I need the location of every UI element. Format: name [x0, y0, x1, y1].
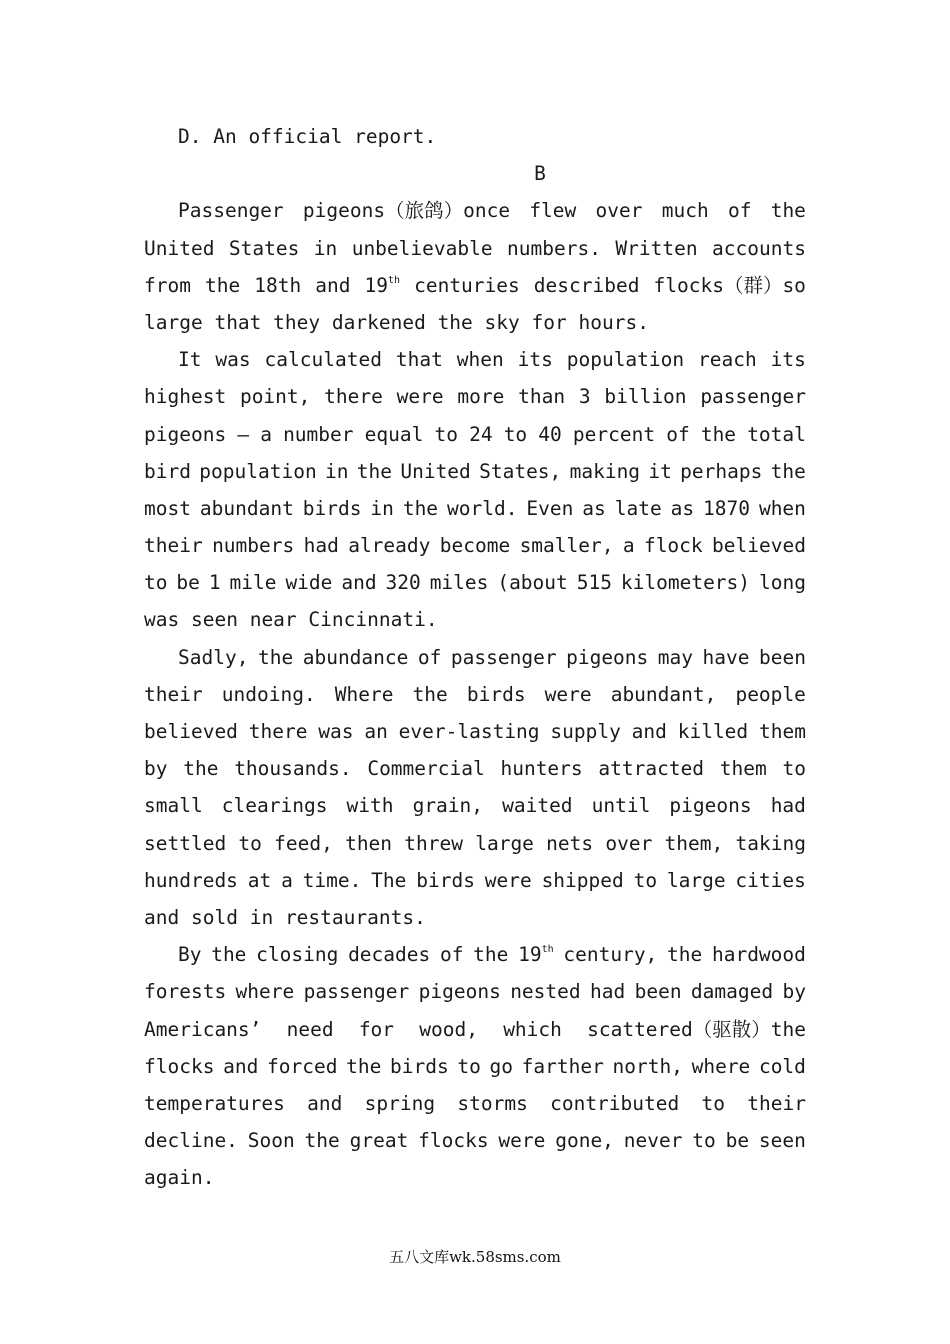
text-line: by the thousands. Commercial hunters attracted them to: [144, 757, 806, 781]
footer-watermark: 五八文库wk.58sms.com: [389, 1248, 561, 1266]
text-line: Americans’ need for wood, which scattered（驱散）the: [144, 1017, 806, 1041]
option-d: D. An official report.: [178, 125, 437, 148]
text-line: It was calculated that when its population reach its: [178, 348, 806, 372]
paragraph: [144, 936, 806, 1196]
text-line: Sadly, the abundance of passenger pigeons may have been: [178, 645, 806, 669]
text-line: pigeons – a number equal to 24 to 40 percent of the total: [144, 422, 806, 446]
text-line: most abundant birds in the world. Even as late as 1870 when: [144, 496, 806, 520]
text-line: was seen near Cincinnati.: [144, 608, 438, 632]
text-line: small clearings with grain, waited until pigeons had: [144, 794, 806, 818]
text-line: to be 1 mile wide and 320 miles (about 515 kilometers) long: [144, 571, 806, 595]
text-line: flocks and forced the birds to go farther north, where cold: [144, 1054, 806, 1078]
text-line: United States in unbelievable numbers. Written accounts: [144, 236, 806, 260]
text-line: bird population in the United States, making it perhaps the: [144, 459, 806, 483]
text-line: decline. Soon the great flocks were gone, never to be seen: [144, 1129, 806, 1153]
paragraph: [144, 639, 806, 937]
text-line: and sold in restaurants.: [144, 905, 426, 929]
text-line: their numbers had already become smaller, a flock believed: [144, 534, 806, 558]
text-line: Passenger pigeons（旅鸽）once flew over much of the: [178, 199, 806, 223]
text-line: forests where passenger pigeons nested had been damaged by: [144, 980, 806, 1004]
text-line: large that they darkened the sky for hours.: [144, 310, 649, 334]
text-line: highest point, there were more than 3 billion passenger: [144, 385, 806, 409]
text-line: hundreds at a time. The birds were shipped to large cities: [144, 868, 806, 892]
section-label: B: [534, 162, 546, 186]
text-line: from the 18th and 19th centuries described flocks（群）so: [144, 273, 806, 297]
text-line: again.: [144, 1166, 215, 1190]
document-page: [144, 118, 806, 1196]
text-line: believed there was an ever-lasting supply and killed them: [144, 720, 806, 743]
text-line: their undoing. Where the birds were abundant, people: [144, 682, 806, 706]
passage: [144, 192, 806, 1196]
paragraph: [144, 192, 806, 341]
text-line: settled to feed, then threw large nets over them, taking: [144, 831, 806, 855]
paragraph: [144, 341, 806, 639]
text-line: temperatures and spring storms contributed to their: [144, 1091, 806, 1115]
text-line: By the closing decades of the 19th century, the hardwood: [178, 943, 806, 967]
